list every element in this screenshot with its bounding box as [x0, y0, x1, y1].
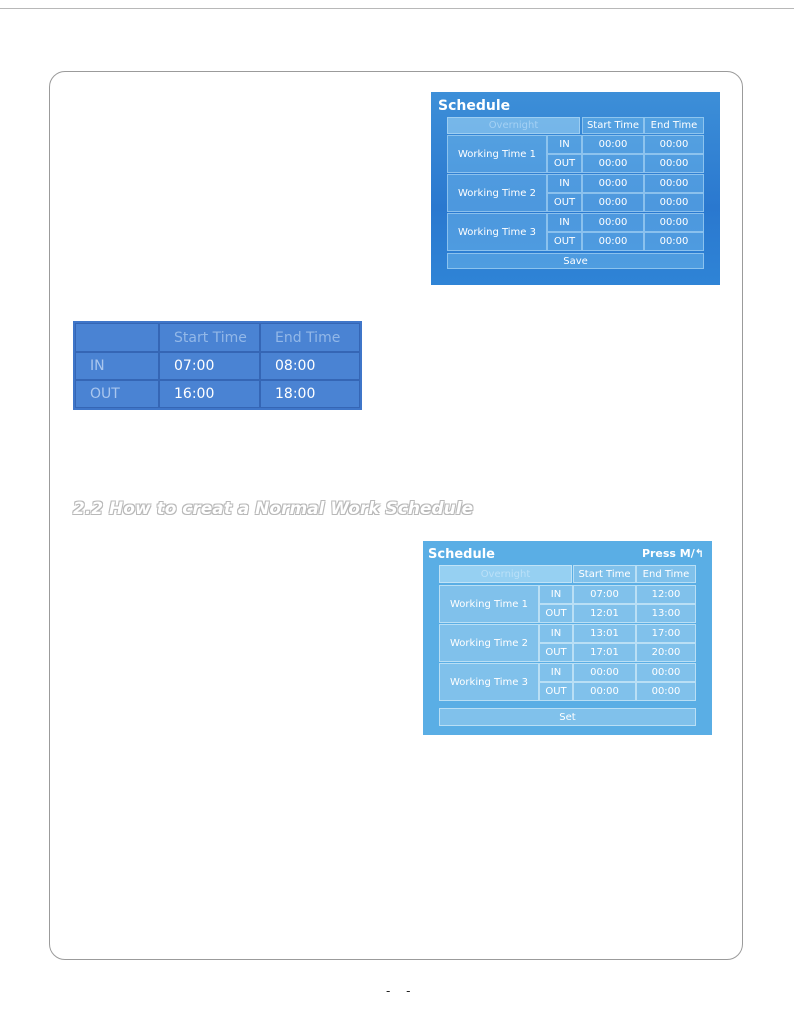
- in-start-value: 07:00: [159, 352, 260, 380]
- wt1-in-start[interactable]: 07:00: [573, 585, 636, 604]
- save-button[interactable]: Save: [447, 253, 704, 269]
- wt1-out-start[interactable]: 12:01: [573, 604, 636, 623]
- in-label: IN: [75, 352, 159, 380]
- overnight-option[interactable]: Overnight: [447, 117, 580, 134]
- in-label: IN: [547, 174, 582, 193]
- wt2-in-start[interactable]: 13:01: [573, 624, 636, 643]
- wt2-out-end[interactable]: 20:00: [636, 643, 696, 662]
- in-label: IN: [539, 624, 573, 643]
- wt3-in-start[interactable]: 00:00: [573, 663, 636, 682]
- wt1-in-start[interactable]: 00:00: [582, 135, 644, 154]
- out-start-value: 16:00: [159, 380, 260, 408]
- in-label: IN: [539, 585, 573, 604]
- wt3-in-end[interactable]: 00:00: [644, 213, 704, 232]
- start-time-header: Start Time: [582, 117, 644, 134]
- wt3-out-end[interactable]: 00:00: [644, 232, 704, 251]
- wt1-in-end[interactable]: 12:00: [636, 585, 696, 604]
- wt3-out-start[interactable]: 00:00: [582, 232, 644, 251]
- page-number: - -: [386, 984, 417, 998]
- overnight-option[interactable]: Overnight: [439, 565, 572, 583]
- wt2-in-end[interactable]: 00:00: [644, 174, 704, 193]
- wt2-in-start[interactable]: 00:00: [582, 174, 644, 193]
- working-time-1-label[interactable]: Working Time 1: [439, 585, 539, 623]
- start-time-header: Start Time: [159, 323, 260, 352]
- working-time-3-label[interactable]: Working Time 3: [439, 663, 539, 701]
- wt1-out-start[interactable]: 00:00: [582, 154, 644, 173]
- press-hint: Press M/↰: [641, 547, 704, 560]
- wt2-out-start[interactable]: 00:00: [582, 193, 644, 212]
- end-time-header: End Time: [636, 565, 696, 583]
- out-label: OUT: [547, 232, 582, 251]
- start-time-header: Start Time: [573, 565, 636, 583]
- in-label: IN: [539, 663, 573, 682]
- out-label: OUT: [539, 682, 573, 701]
- out-label: OUT: [539, 643, 573, 662]
- wt2-in-end[interactable]: 17:00: [636, 624, 696, 643]
- schedule-screen-empty: [431, 92, 720, 285]
- working-time-2-label[interactable]: Working Time 2: [439, 624, 539, 662]
- wt1-out-end[interactable]: 00:00: [644, 154, 704, 173]
- wt3-in-start[interactable]: 00:00: [582, 213, 644, 232]
- in-end-value: 08:00: [260, 352, 360, 380]
- out-label: OUT: [75, 380, 159, 408]
- in-label: IN: [547, 135, 582, 154]
- working-time-1-label[interactable]: Working Time 1: [447, 135, 547, 173]
- out-end-value: 18:00: [260, 380, 360, 408]
- wt2-out-end[interactable]: 00:00: [644, 193, 704, 212]
- wt3-out-start[interactable]: 00:00: [573, 682, 636, 701]
- table-corner: [75, 323, 159, 352]
- out-label: OUT: [547, 193, 582, 212]
- wt3-out-end[interactable]: 00:00: [636, 682, 696, 701]
- out-label: OUT: [539, 604, 573, 623]
- end-time-header: End Time: [260, 323, 360, 352]
- set-button[interactable]: Set: [439, 708, 696, 726]
- section-heading: 2.2 How to creat a Normal Work Schedule: [73, 499, 474, 519]
- working-time-3-label[interactable]: Working Time 3: [447, 213, 547, 251]
- out-label: OUT: [547, 154, 582, 173]
- screen-title: Schedule: [428, 547, 495, 562]
- working-time-2-label[interactable]: Working Time 2: [447, 174, 547, 212]
- time-example-table: [73, 321, 362, 410]
- end-time-header: End Time: [644, 117, 704, 134]
- header-rule: [0, 0, 794, 9]
- wt1-in-end[interactable]: 00:00: [644, 135, 704, 154]
- wt2-out-start[interactable]: 17:01: [573, 643, 636, 662]
- wt3-in-end[interactable]: 00:00: [636, 663, 696, 682]
- schedule-screen-filled: [423, 541, 712, 735]
- wt1-out-end[interactable]: 13:00: [636, 604, 696, 623]
- in-label: IN: [547, 213, 582, 232]
- screen-title: Schedule: [438, 98, 511, 114]
